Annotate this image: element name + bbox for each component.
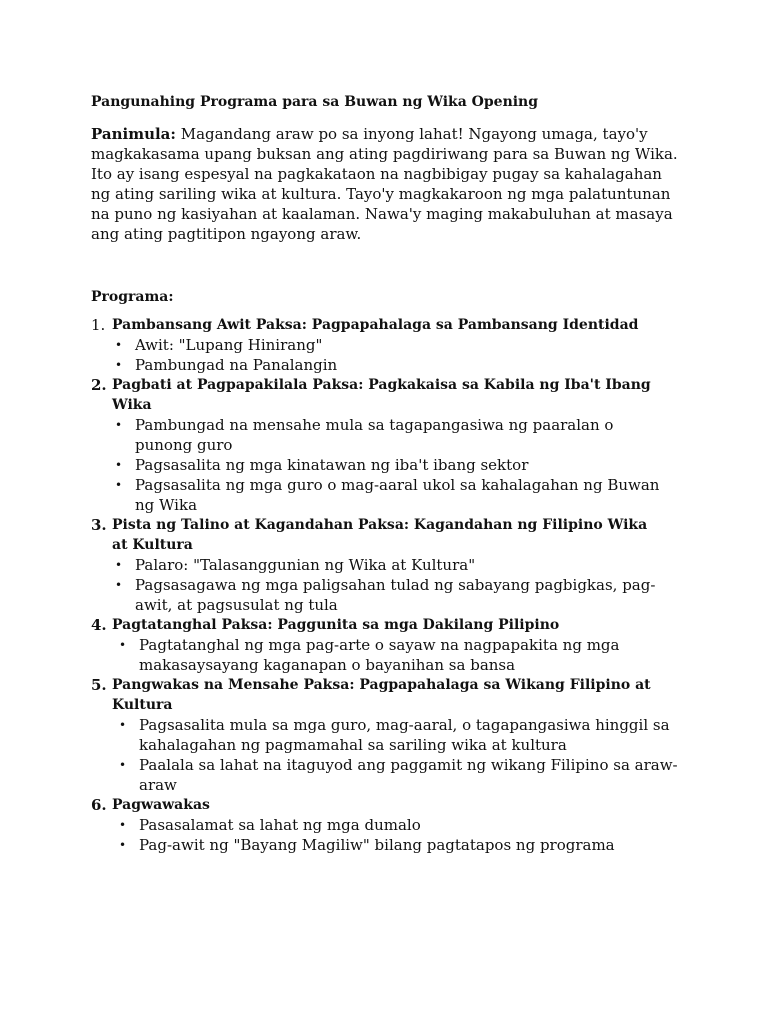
list-item-text: Palaro: "Talasanggunian ng Wika at Kultura" [135,556,476,574]
section-number: 4. [91,616,107,634]
list-item-text: Pasasalamat sa lahat ng mga dumalo [139,816,421,834]
list-item-text: Pagtatanghal ng mga pag-arte o sayaw na nagpapakita ng mga makasaysayang kaganapan o bayanihan sa bansa [139,636,620,674]
intro-label: Panimula: [91,125,176,143]
list-item-text: Awit: "Lupang Hinirang" [135,336,323,354]
list-item [112,635,679,675]
section-title: Pagwawakas [112,797,210,813]
section-number: 5. [91,676,107,694]
bullet-icon: • [115,478,123,492]
bullet-icon: • [119,718,127,732]
section-number: 1. [91,316,106,334]
list-item [112,415,675,455]
program-list [91,315,691,855]
list-item [112,335,675,355]
list-item-text: Pambungad na Panalangin [135,356,338,374]
list-item-text: Pagsasalita mula sa mga guro, mag-aaral, o tagapangasiwa hinggil sa kahalagahan ng pagmamahal sa sariling wika at kultura [139,716,670,754]
list-item [112,455,675,475]
section-items [112,415,691,515]
list-item [112,835,679,855]
program-section [91,675,691,795]
intro-text: Magandang araw po sa inyong lahat! Ngayong umaga, tayo'y magkakasama upang buksan ang ating pagdiriwang para sa Buwan ng Wika. Ito ay isang espesyal na pagkakataon na nagbibigay pugay sa kahalagahan ng ating sariling wika at kultura. Tayo'y magkakaroon ng mga palatuntunan na puno ng kasiyahan at kaalaman. Nawa'y maging makabuluhan at masaya ang ating pagtitipon ngayong araw. [91,125,678,243]
section-items [112,555,691,615]
bullet-icon: • [115,338,123,352]
section-title: Pagbati at Pagpapakilala Paksa: Pagkakaisa sa Kabila ng Iba't Ibang Wika [112,377,651,413]
program-heading: Programa: [91,289,174,305]
program-section [91,795,691,855]
section-items [112,715,691,795]
program-section [91,315,691,375]
section-number: 6. [91,796,107,814]
section-title: Pambansang Awit Paksa: Pagpapahalaga sa Pambansang Identidad [112,317,639,333]
list-item-text: Pag-awit ng "Bayang Magiliw" bilang pagtatapos ng programa [139,836,615,854]
list-item-text: Pagsasagawa ng mga paligsahan tulad ng sabayang pagbigkas, pag-awit, at pagsusulat ng tula [135,576,656,614]
list-item-text: Pambungad na mensahe mula sa tagapangasiwa ng paaralan o punong guro [135,416,614,454]
bullet-icon: • [115,418,123,432]
section-title: Pista ng Talino at Kagandahan Paksa: Kagandahan ng Filipino Wika at Kultura [112,517,648,553]
program-section [91,375,691,515]
bullet-icon: • [115,458,123,472]
list-item [112,715,679,755]
bullet-icon: • [115,578,123,592]
list-item [112,475,675,515]
list-item [112,355,675,375]
bullet-icon: • [115,358,123,372]
intro-paragraph [91,124,681,244]
list-item [112,755,679,795]
bullet-icon: • [115,558,123,572]
list-item-text: Paalala sa lahat na itaguyod ang paggamit ng wikang Filipino sa araw-araw [139,756,678,794]
list-item-text: Pagsasalita ng mga kinatawan ng iba't ibang sektor [135,456,529,474]
list-item [112,575,675,615]
section-number: 2. [91,376,107,394]
list-item [112,555,675,575]
bullet-icon: • [119,838,127,852]
bullet-icon: • [119,758,127,772]
section-title: Pangwakas na Mensahe Paksa: Pagpapahalaga sa Wikang Filipino at Kultura [112,677,651,713]
document-title: Pangunahing Programa para sa Buwan ng Wika Opening [91,94,539,110]
bullet-icon: • [119,818,127,832]
section-items [112,335,691,375]
section-number: 3. [91,516,107,534]
section-items [112,815,691,855]
bullet-icon: • [119,638,127,652]
section-title: Pagtatanghal Paksa: Paggunita sa mga Dakilang Pilipino [112,617,560,633]
program-section [91,615,691,675]
program-section [91,515,691,615]
section-items [112,635,691,675]
list-item-text: Pagsasalita ng mga guro o mag-aaral ukol sa kahalagahan ng Buwan ng Wika [135,476,660,514]
document-page [91,92,691,855]
list-item [112,815,679,835]
